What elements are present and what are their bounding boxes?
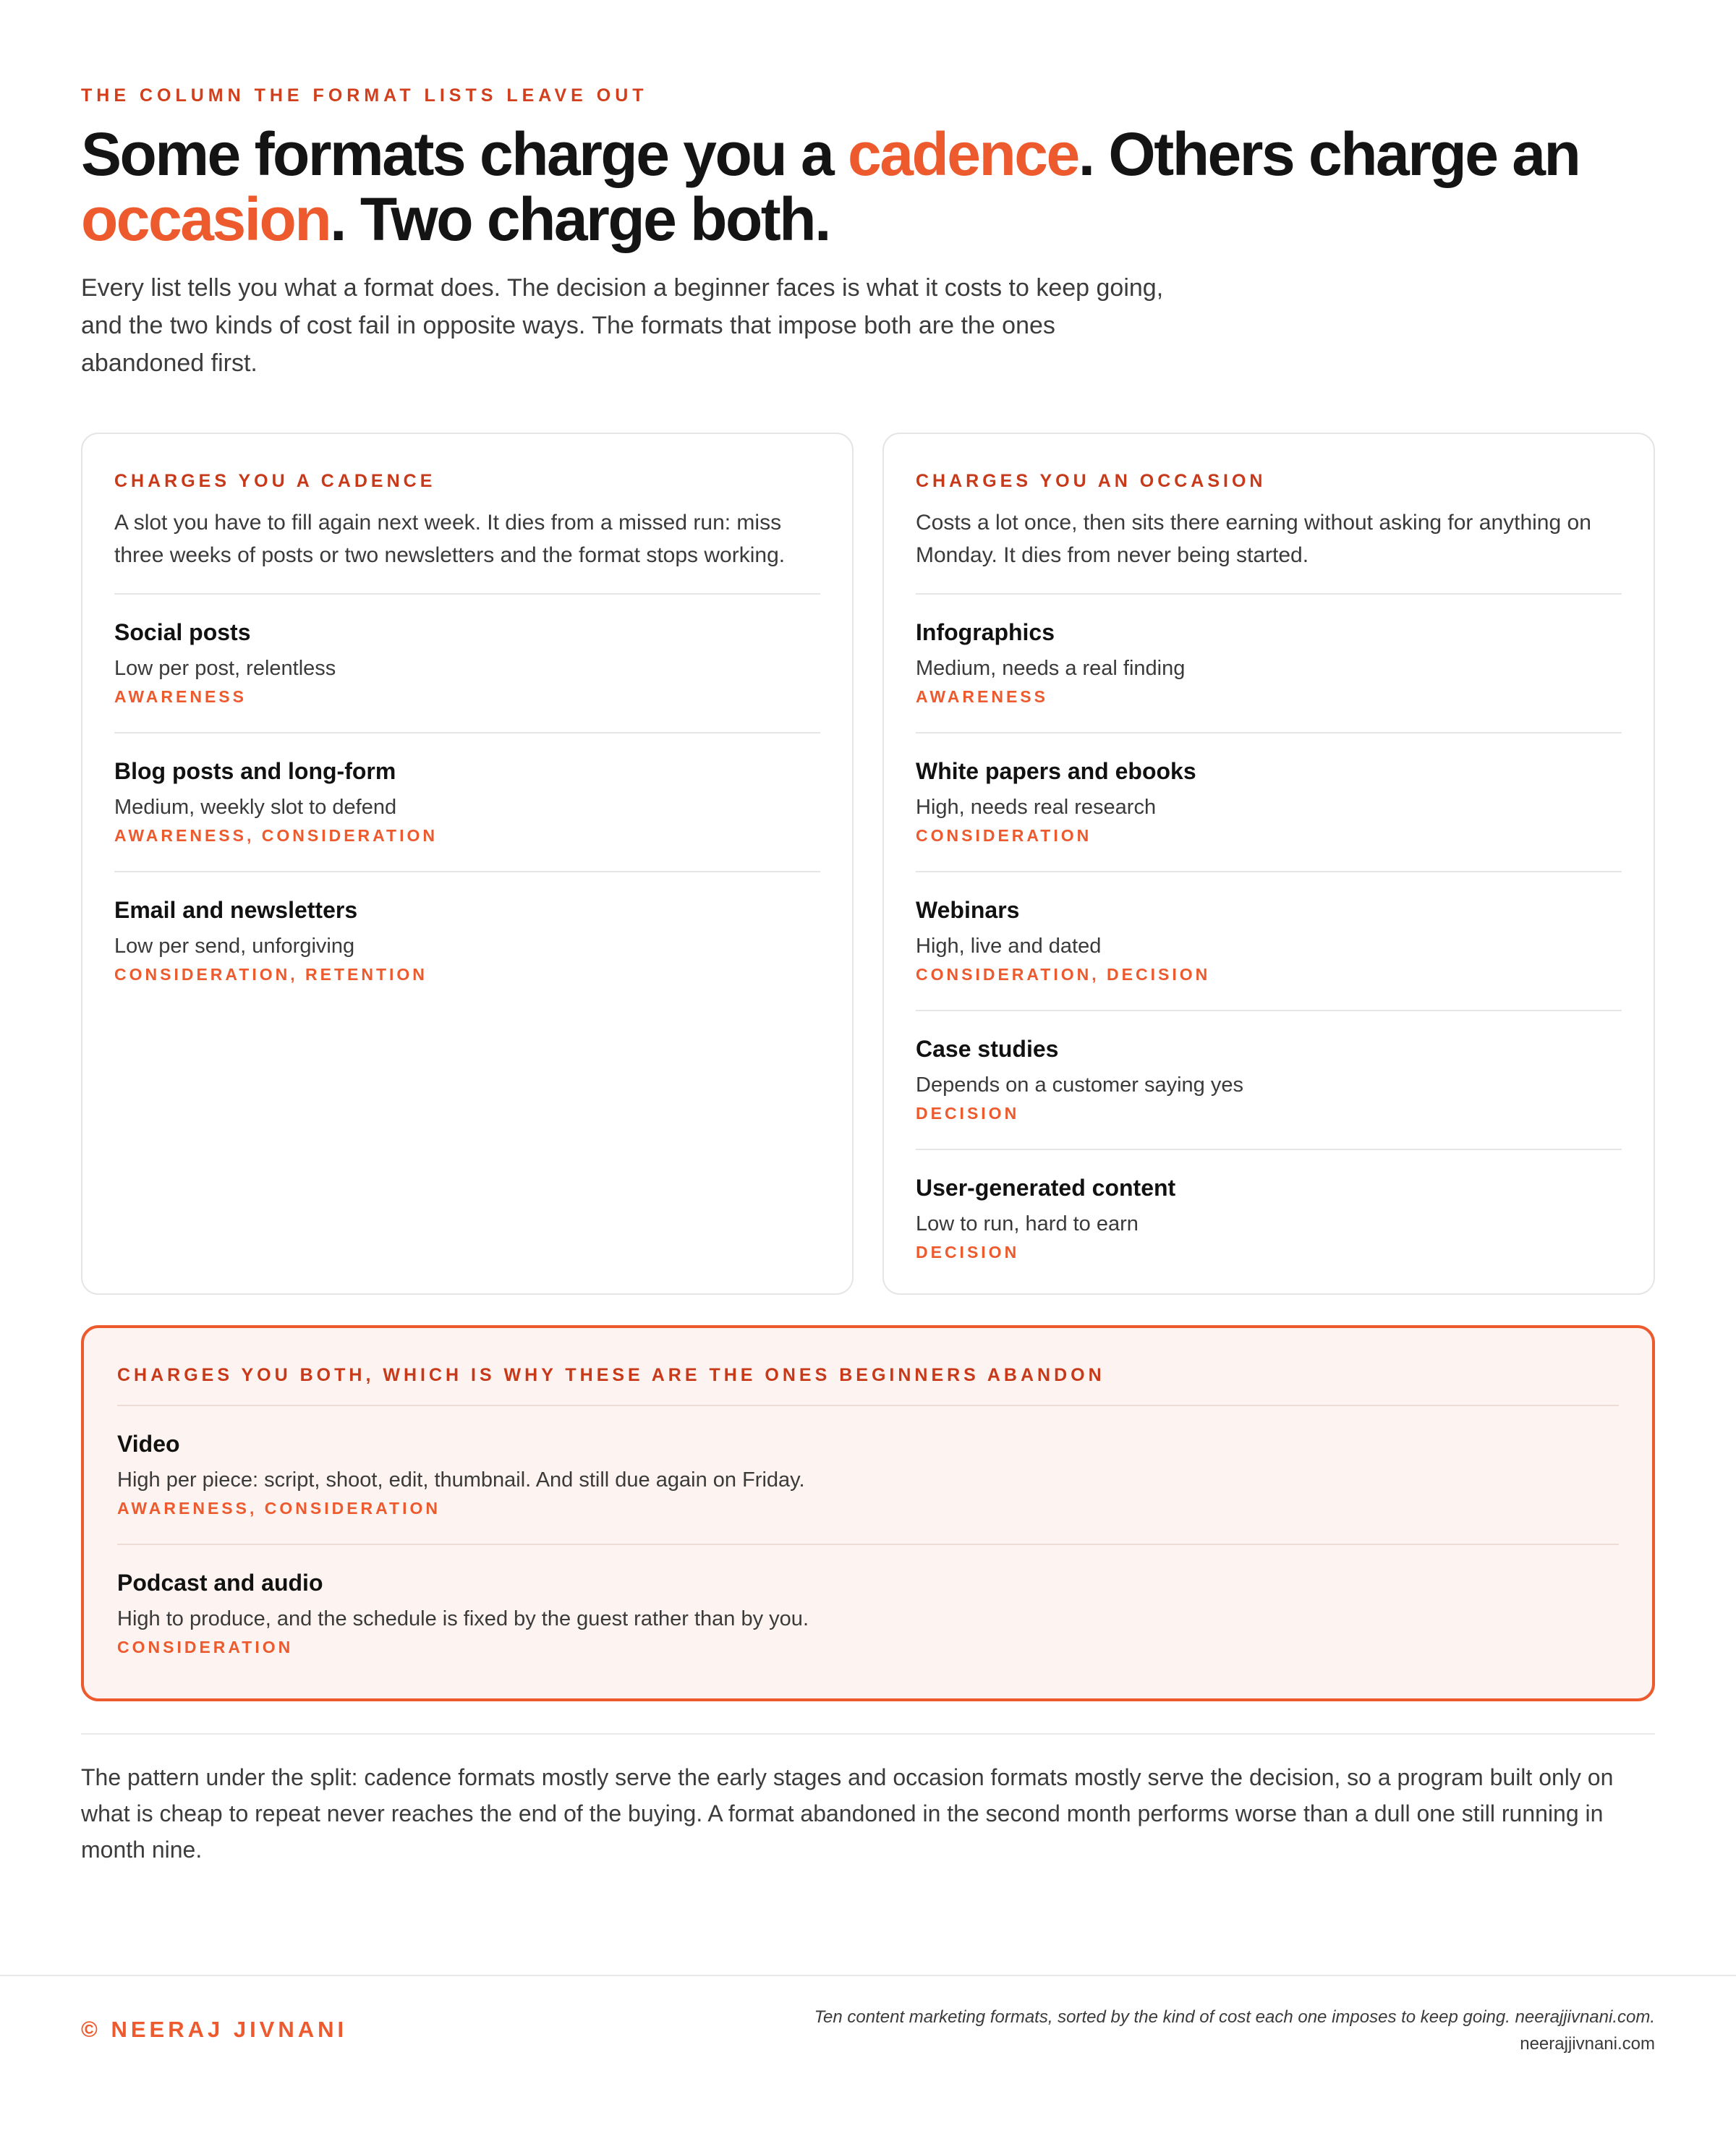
format-item (114, 872, 820, 1010)
footer-site: neerajjivnani.com (1520, 2034, 1655, 2054)
format-stages: CONSIDERATION (916, 826, 1092, 845)
format-stages: CONSIDERATION, RETENTION (114, 965, 427, 984)
cadence-description: A slot you have to fill again next week. It dies from a missed run: miss three weeks of posts or two newsletters and the format stops working. (114, 511, 786, 567)
format-title: Infographics (916, 619, 1055, 645)
format-title: Video (117, 1431, 180, 1457)
intro-text: Every list tells you what a format does. The decision a beginner faces is what it costs to keep going, and the two kinds of cost fail in opposite ways. The formats that impose both are the ones abandoned first. (81, 274, 1164, 377)
format-title: Blog posts and long-form (114, 758, 396, 784)
format-item (916, 872, 1622, 1010)
headline-part-2: . Others charge an (1078, 120, 1580, 188)
format-title: Webinars (916, 897, 1020, 923)
occasion-card (882, 433, 1655, 1295)
format-cost: High, live and dated (916, 935, 1102, 958)
format-title: Email and newsletters (114, 897, 358, 923)
cadence-card (81, 433, 854, 1295)
format-stages: AWARENESS (916, 687, 1048, 706)
headline-part-1: Some formats charge you a (81, 120, 848, 188)
format-item (916, 595, 1622, 732)
format-title: User-generated content (916, 1175, 1176, 1201)
page-title (81, 122, 1655, 252)
format-stages: DECISION (916, 1243, 1020, 1262)
format-item (916, 1011, 1622, 1149)
headline-accent-cadence: cadence (848, 120, 1078, 188)
cadence-label: CHARGES YOU A CADENCE (114, 471, 436, 491)
format-item (117, 1545, 1619, 1683)
footer-note (642, 2004, 1655, 2057)
format-item (117, 1406, 1619, 1544)
format-cost: Low to run, hard to earn (916, 1212, 1139, 1235)
headline-accent-occasion: occasion (81, 185, 331, 253)
format-stages: CONSIDERATION (117, 1638, 294, 1656)
format-cost: Low per post, relentless (114, 657, 336, 680)
format-cost: Low per send, unforgiving (114, 935, 355, 958)
section-divider (81, 1733, 1655, 1735)
format-item (916, 1150, 1622, 1288)
format-title: White papers and ebooks (916, 758, 1196, 784)
brand-copyright: © NEERAJ JIVNANI (81, 2017, 348, 2042)
both-card (81, 1325, 1655, 1701)
format-stages: CONSIDERATION, DECISION (916, 965, 1211, 984)
format-stages: DECISION (916, 1104, 1020, 1123)
format-title: Podcast and audio (117, 1570, 323, 1596)
both-label: CHARGES YOU BOTH, WHICH IS WHY THESE ARE THE ONES BEGINNERS ABANDON (117, 1365, 1105, 1385)
format-title: Case studies (916, 1036, 1059, 1062)
occasion-description: Costs a lot once, then sits there earning without asking for anything on Monday. It dies from never being started. (916, 511, 1591, 567)
format-title: Social posts (114, 619, 251, 645)
format-stages: AWARENESS, CONSIDERATION (117, 1499, 441, 1518)
format-cost: Medium, weekly slot to defend (114, 796, 397, 819)
eyebrow: THE COLUMN THE FORMAT LISTS LEAVE OUT (81, 85, 648, 106)
format-cost: Medium, needs a real finding (916, 657, 1186, 680)
occasion-label: CHARGES YOU AN OCCASION (916, 471, 1267, 491)
footer-divider (0, 1975, 1736, 1976)
footer-caption: Ten content marketing formats, sorted by the kind of cost each one imposes to keep going. neerajjivnani.com. (814, 2007, 1655, 2027)
format-cost: Depends on a customer saying yes (916, 1073, 1243, 1097)
format-item (114, 733, 820, 871)
closing-text: The pattern under the split: cadence formats mostly serve the early stages and occasion formats mostly serve the decision, so a program built only on what is cheap to repeat never reaches the end of the buying. A format abandoned in the second month performs worse than a dull one still running in month nine. (81, 1764, 1614, 1863)
headline-part-3: . Two charge both. (330, 185, 830, 253)
format-cost: High to produce, and the schedule is fixed by the guest rather than by you. (117, 1607, 809, 1630)
format-item (114, 595, 820, 732)
format-cost: High, needs real research (916, 796, 1157, 819)
format-stages: AWARENESS (114, 687, 247, 706)
format-cost: High per piece: script, shoot, edit, thumbnail. And still due again on Friday. (117, 1468, 805, 1492)
format-item (916, 733, 1622, 871)
format-stages: AWARENESS, CONSIDERATION (114, 826, 438, 845)
